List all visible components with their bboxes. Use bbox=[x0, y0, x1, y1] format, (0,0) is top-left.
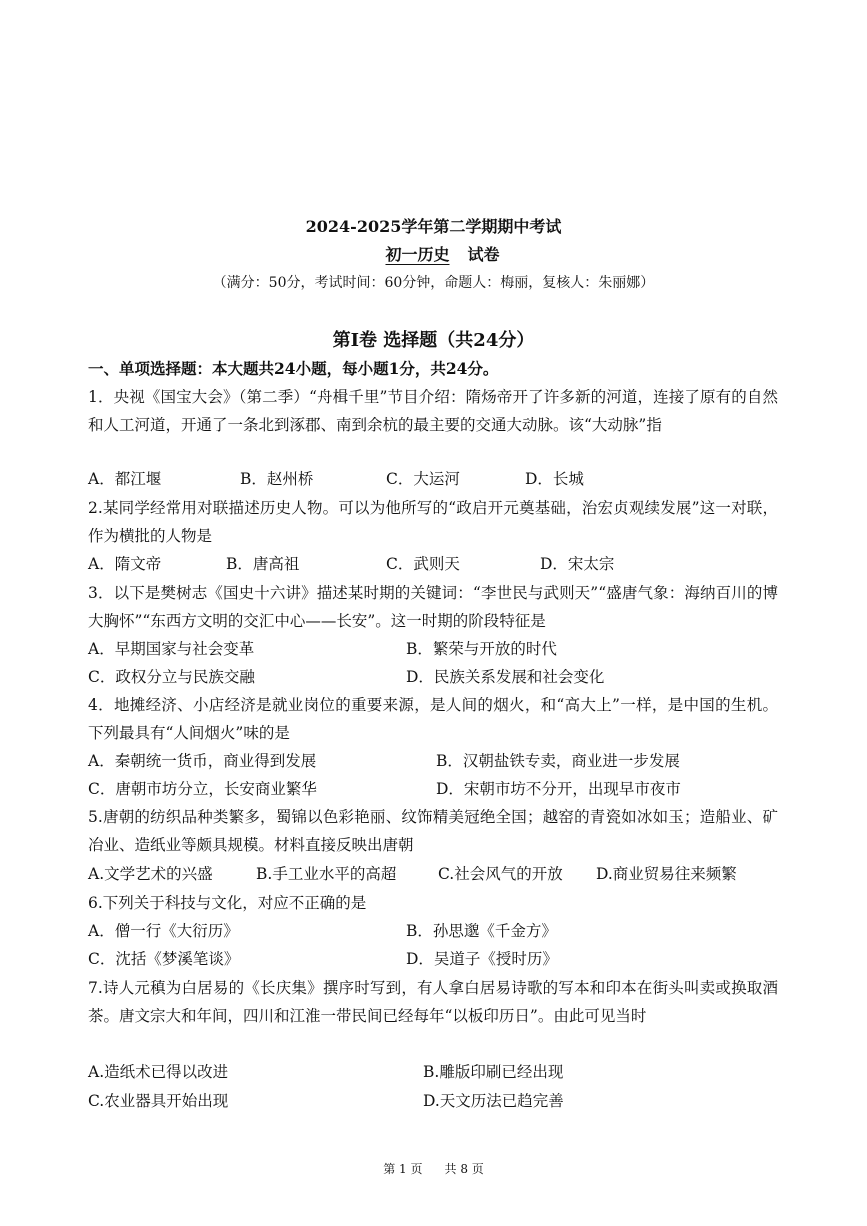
question-3-options-row1 bbox=[88, 636, 788, 663]
question-3-stem: 3．以下是樊树志《国史十六讲》描述某时期的关键词：“李世民与武则天”“盛唐气象：海纳百川的博大胸怀”“东西方文明的交汇中心——长安”。这一时期的阶段特征是 bbox=[88, 584, 778, 630]
option-d: D．宋朝市坊不分开，出现早市夜市 bbox=[436, 780, 681, 798]
question-7-stem: 7.诗人元稹为白居易的《长庆集》撰序时写到，有人拿白居易诗歌的写本和印本在街头叫卖或换取酒茶。唐文宗大和年间，四川和江淮一带民间已经每年“以板印历日”。由此可见当时 bbox=[88, 979, 778, 1025]
question-3-options-row2 bbox=[88, 664, 788, 691]
question-6-options-row2 bbox=[88, 946, 788, 973]
option-c: C．大运河 bbox=[386, 470, 460, 488]
question-1-stem: 1．央视《国宝大会》（第二季）“舟楫千里”节目介绍：隋炀帝开了许多新的河道，连接了原有的自然和人工河道，开通了一条北到涿郡、南到余杭的最主要的交通大动脉。该“大动脉”指 bbox=[88, 388, 778, 434]
option-b: B．赵州桥 bbox=[240, 470, 314, 488]
part-heading: 一、单项选择题：本大题共24小题，每小题1分，共24分。 bbox=[88, 359, 499, 378]
option-b: B.雕版印刷已经出现 bbox=[423, 1063, 564, 1081]
exam-paper-label: 试卷 bbox=[467, 245, 500, 264]
question-7-options-row1 bbox=[88, 1059, 788, 1086]
option-a: A.造纸术已得以改进 bbox=[88, 1063, 229, 1081]
option-b: B．唐高祖 bbox=[226, 555, 300, 573]
question-2-stem: 2.某同学经常用对联描述历史人物。可以为他所写的“政启开元奠基础，治宏贞观续发展”这一对联，作为横批的人物是 bbox=[88, 499, 778, 545]
option-a: A．早期国家与社会变革 bbox=[88, 640, 255, 658]
option-a: A．隋文帝 bbox=[88, 555, 162, 573]
option-a: A．秦朝统一货币，商业得到发展 bbox=[88, 752, 317, 770]
option-b: B．汉朝盐铁专卖，商业进一步发展 bbox=[436, 752, 680, 770]
exam-subject: 初一历史 bbox=[385, 245, 450, 264]
page-number: 第 1 页 bbox=[383, 1162, 423, 1176]
question-4-options-row1 bbox=[88, 748, 788, 775]
option-b: B.手工业水平的高超 bbox=[256, 865, 397, 883]
question-6-stem: 6.下列关于科技与文化，对应不正确的是 bbox=[88, 894, 367, 912]
exam-subject-line bbox=[0, 242, 867, 265]
question-7-options-row2 bbox=[88, 1088, 788, 1115]
page-total: 共 8 页 bbox=[444, 1162, 484, 1176]
question-4-options-row2 bbox=[88, 776, 788, 803]
option-d: D.天文历法已趋完善 bbox=[423, 1092, 564, 1110]
exam-title: 2024-2025学年第二学期期中考试 bbox=[305, 217, 562, 236]
option-c: C．政权分立与民族交融 bbox=[88, 668, 255, 686]
page-footer bbox=[0, 1160, 867, 1177]
option-a: A．僧一行《大衍历》 bbox=[88, 922, 239, 940]
section-title: 第Ⅰ卷 选择题（共24分） bbox=[332, 330, 535, 351]
question-6-options-row1 bbox=[88, 918, 788, 945]
option-d: D．长城 bbox=[525, 470, 584, 488]
option-b: B．繁荣与开放的时代 bbox=[406, 640, 557, 658]
question-5-stem: 5.唐朝的纺织品种类繁多，蜀锦以色彩艳丽、纹饰精美冠绝全国；越窑的青瓷如冰如玉；造船业、矿冶业、造纸业等颇具规模。材料直接反映出唐朝 bbox=[88, 808, 778, 854]
option-a: A.文学艺术的兴盛 bbox=[88, 865, 213, 883]
question-2-options bbox=[88, 551, 788, 578]
option-d: D．宋太宗 bbox=[540, 555, 615, 573]
option-c: C．武则天 bbox=[386, 555, 460, 573]
question-5-options bbox=[88, 861, 788, 888]
question-4-stem: 4．地摊经济、小店经济是就业岗位的重要来源，是人间的烟火，和“高大上”一样，是中国的生机。下列最具有“人间烟火”味的是 bbox=[88, 696, 778, 742]
option-d: D．吴道子《授时历》 bbox=[406, 950, 558, 968]
option-d: D．民族关系发展和社会变化 bbox=[406, 668, 605, 686]
exam-info: （满分：50分，考试时间：60分钟，命题人：梅丽，复核人：朱丽娜） bbox=[212, 275, 655, 291]
option-b: B．孙思邈《千金方》 bbox=[406, 922, 557, 940]
option-c: C.社会风气的开放 bbox=[438, 865, 563, 883]
question-1-options bbox=[88, 466, 788, 493]
option-c: C．唐朝市坊分立，长安商业繁华 bbox=[88, 780, 317, 798]
option-d: D.商业贸易往来频繁 bbox=[596, 865, 737, 883]
option-c: C.农业器具开始出现 bbox=[88, 1092, 229, 1110]
option-c: C．沈括《梦溪笔谈》 bbox=[88, 950, 240, 968]
option-a: A．都江堰 bbox=[88, 470, 162, 488]
